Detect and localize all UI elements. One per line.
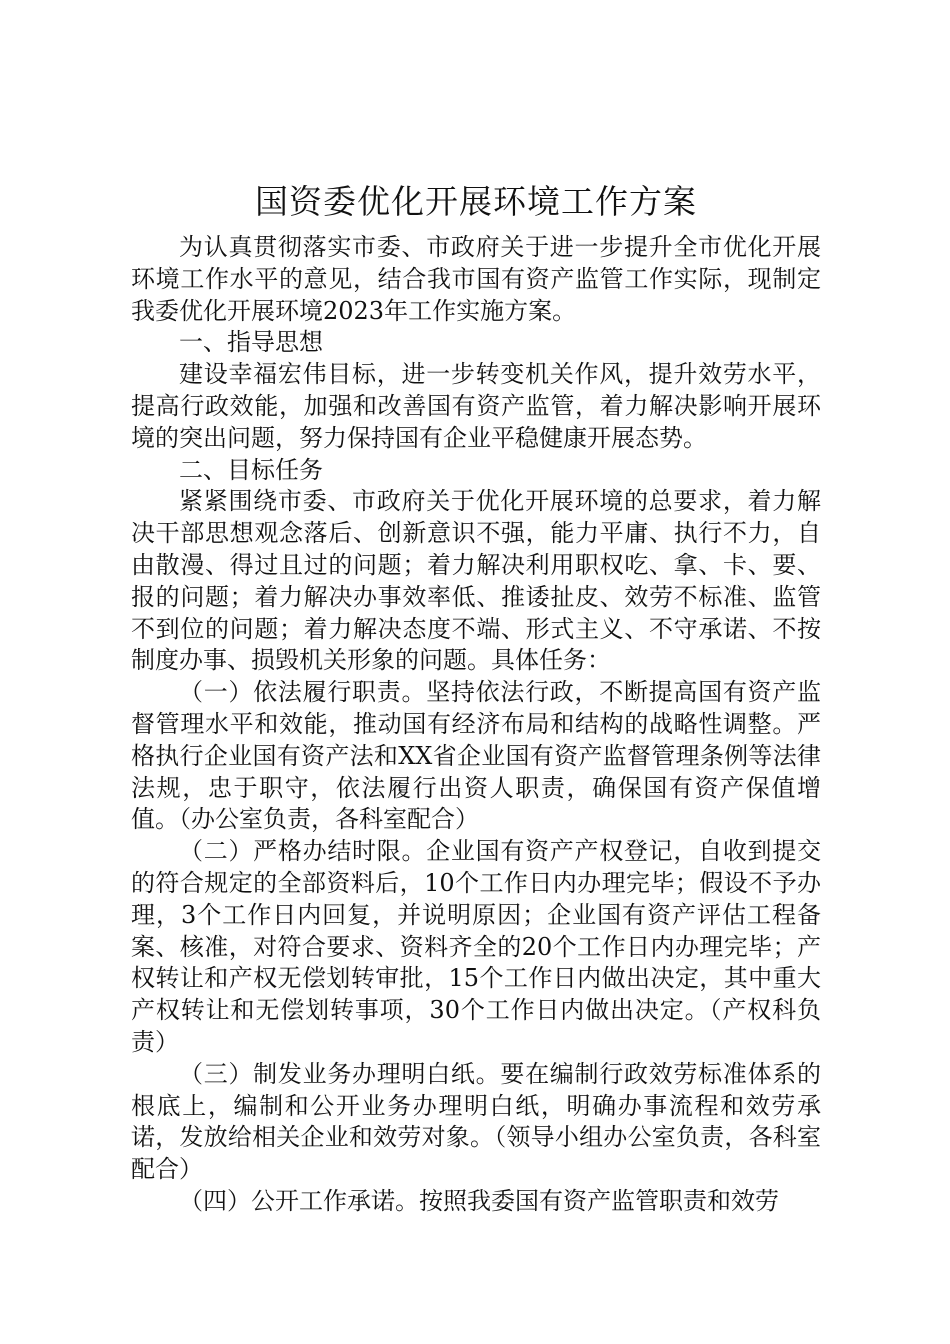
paragraph-task-2: （二）严格办结时限。企业国有资产产权登记，自收到提交的符合规定的全部资料后，10个工作日内办理完毕；假设不予办理，3个工作日内回复，并说明原因；企业国有资产评估工程备案、核准，对符合要求、资料齐全的20个工作日内办理完毕；产权转让和产权无偿划转审批，15个工作日内做出决定，其中重大产权转让和无偿划转事项，30个工作日内做出决定。（产权科负责）	[131, 837, 821, 1056]
paragraph-goals-tasks: 紧紧围绕市委、市政府关于优化开展环境的总要求，着力解决干部思想观念落后、创新意识不强，能力平庸、执行不力，自由散漫、得过且过的问题；着力解决利用职权吃、拿、卡、要、报的问题；着力解决办事效率低、推诿扯皮、效劳不标准、监管不到位的问题；着力解决态度不端、形式主义、不守承诺、不按制度办事、损毁机关形象的问题。具体任务：	[131, 487, 821, 675]
heading-goals-tasks: 二、目标任务	[179, 455, 323, 484]
document-body	[131, 232, 821, 1218]
paragraph-task-1: （一）依法履行职责。坚持依法行政，不断提高国有资产监督管理水平和效能，推动国有经济布局和结构的战略性调整。严格执行企业国有资产法和XX省企业国有资产监督管理条例等法律法规，忠于职守，依法履行出资人职责，确保国有资产保值增值。（办公室负责，各科室配合）	[131, 678, 821, 834]
paragraph-task-3: （三）制发业务办理明白纸。要在编制行政效劳标准体系的根底上，编制和公开业务办理明白纸，明确办事流程和效劳承诺，发放给相关企业和效劳对象。（领导小组办公室负责，各科室配合）	[131, 1059, 821, 1184]
paragraph-guiding-ideology: 建设幸福宏伟目标，进一步转变机关作风，提升效劳水平，提高行政效能，加强和改善国有资产监管，着力解决影响开展环境的突出问题，努力保持国有企业平稳健康开展态势。	[131, 360, 821, 452]
heading-guiding-ideology: 一、指导思想	[179, 328, 323, 357]
paragraph-task-4: （四）公开工作承诺。按照我委国有资产监管职责和效劳	[179, 1186, 779, 1215]
document-title: 国资委优化开展环境工作方案	[255, 182, 697, 221]
paragraph-intro: 为认真贯彻落实市委、市政府关于进一步提升全市优化开展环境工作水平的意见，结合我市国有资产监管工作实际，现制定我委优化开展环境2023年工作实施方案。	[131, 233, 821, 325]
